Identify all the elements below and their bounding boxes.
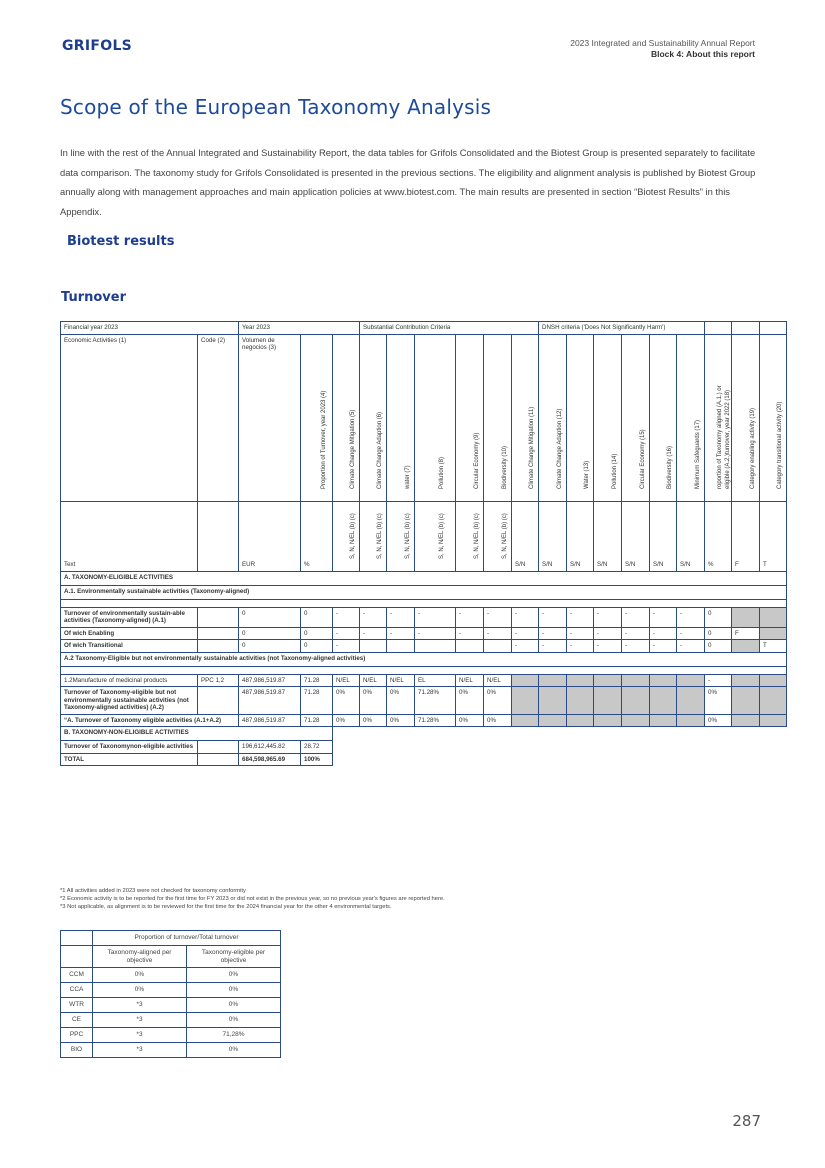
objective: PPC — [61, 1028, 93, 1043]
unit-pct-18: % — [705, 501, 732, 571]
col-12 — [539, 334, 567, 501]
table-row — [61, 741, 787, 754]
cell — [198, 753, 239, 766]
col-13-label: Water (13) — [584, 460, 590, 489]
cell: 487,986,519.87 — [239, 714, 301, 727]
cell: - — [650, 607, 677, 627]
eligible: 71,28% — [187, 1028, 281, 1043]
cell: - — [567, 607, 594, 627]
table-row — [61, 714, 787, 727]
cell — [387, 640, 415, 653]
cell: N/EL — [484, 674, 512, 687]
section-a: A. TAXONOMY-ELIGIBLE ACTIVITIES — [61, 571, 787, 585]
cell — [622, 674, 650, 687]
cell: PPC 1,2 — [198, 674, 239, 687]
grifols-logo: GRIFOLS — [62, 38, 133, 54]
cell — [594, 714, 622, 727]
cell: - — [567, 640, 594, 653]
col-5 — [333, 334, 360, 501]
cell: - — [594, 607, 622, 627]
row-label: 1.2Manufacture of medicinal products — [61, 674, 198, 687]
cell: - — [539, 640, 567, 653]
table-row — [61, 687, 787, 715]
footnote-2: *2 Economic activity is to be reported for the first time for FY 2023 or did not exist in the previous year, so no previous year's figures are reported here. — [60, 896, 445, 902]
aligned: 0% — [93, 983, 187, 998]
col-17-label: Minimum Safeguards (17) — [694, 419, 701, 489]
blank-cell — [61, 931, 93, 946]
unit-f: F — [732, 501, 760, 571]
unit-snel-5 — [333, 501, 360, 571]
col-7 — [387, 334, 415, 501]
cell: 0 — [705, 640, 732, 653]
unit-snel-8 — [415, 501, 456, 571]
col-10-label: Biodiversity (10) — [501, 445, 508, 489]
aligned: *3 — [93, 998, 187, 1013]
table-row — [61, 627, 787, 640]
objective: CCA — [61, 983, 93, 998]
unit-text: Text — [61, 501, 198, 571]
cell: - — [333, 640, 360, 653]
table-row — [61, 1043, 281, 1058]
row-label: “A. Turnover of Taxonomy eligible activities (A.1+A.2) — [61, 714, 239, 727]
cell: 0% — [360, 687, 387, 715]
turnover-table — [60, 321, 787, 766]
cell — [512, 687, 539, 715]
col-10 — [484, 334, 512, 501]
cell — [732, 714, 760, 727]
blank-cell — [333, 727, 787, 741]
cell: - — [594, 640, 622, 653]
unit-sn-15: S/N — [622, 501, 650, 571]
spacer-row — [61, 666, 787, 674]
cell — [650, 687, 677, 715]
cell: - — [512, 640, 539, 653]
cell — [484, 640, 512, 653]
row-label: Turnover of Taxonomy-eligible but not environmentally sustainable activities (not Taxonomy-aligned activities) (A.2) — [61, 687, 198, 715]
cell — [760, 674, 787, 687]
aligned: *3 — [93, 1028, 187, 1043]
unit-snel-5-label: S, N, N/EL (b) (c) — [350, 513, 356, 559]
cell: - — [677, 627, 705, 640]
cell: 487,986,519.87 — [239, 674, 301, 687]
cell: - — [539, 607, 567, 627]
footnote-1: *1 All activities added in 2023 were not checked for taxonomy conformity — [60, 888, 246, 894]
unit-snel-10 — [484, 501, 512, 571]
cell: - — [512, 627, 539, 640]
col-14 — [594, 334, 622, 501]
page-title: Scope of the European Taxonomy Analysis — [60, 95, 492, 119]
row-label: Of wich Transitional — [61, 640, 198, 653]
cell: 0 — [705, 607, 732, 627]
col-19-label: Category enabling activity (19) — [749, 407, 756, 489]
unit-pct: % — [301, 501, 333, 571]
cell: T — [760, 640, 787, 653]
substantial-contribution-header: Substantial Contribution Criteria — [360, 322, 539, 335]
cell: N/EL — [387, 674, 415, 687]
cell — [415, 640, 456, 653]
unit-snel-6 — [360, 501, 387, 571]
cell — [650, 714, 677, 727]
cell: 0% — [705, 714, 732, 727]
proportion-table — [60, 930, 281, 1058]
cell — [539, 674, 567, 687]
cell: - — [622, 627, 650, 640]
blank-cell — [333, 753, 787, 766]
cell: 71.28 — [301, 674, 333, 687]
cell: - — [415, 627, 456, 640]
cell: - — [484, 627, 512, 640]
objective: CE — [61, 1013, 93, 1028]
cell: 0 — [301, 607, 333, 627]
cell: - — [567, 627, 594, 640]
objective: CCM — [61, 968, 93, 983]
cell: - — [360, 627, 387, 640]
cell — [539, 687, 567, 715]
cell: 0% — [333, 714, 360, 727]
unit-sn-17: S/N — [677, 501, 705, 571]
aligned: 0% — [93, 968, 187, 983]
col-proportion — [301, 334, 333, 501]
cell — [198, 687, 239, 715]
cell: 0% — [333, 687, 360, 715]
col-18-label-b: eligible (A.2.)turnover, year 2022 (18) — [725, 389, 731, 489]
unit-snel-8-label: S, N, N/EL (b) (c) — [439, 513, 445, 559]
table-row — [61, 1013, 281, 1028]
col-15-label: Circular Economy (15) — [639, 429, 646, 489]
cell: 487,986,519.87 — [239, 687, 301, 715]
cell: - — [456, 627, 484, 640]
col-20-label: Category transitional activity (20) — [777, 401, 783, 489]
col-eligible: Taxonomy-eligible per objective — [187, 946, 281, 968]
cell — [732, 674, 760, 687]
cell — [732, 607, 760, 627]
cell: - — [333, 627, 360, 640]
eligible: 0% — [187, 983, 281, 998]
blank-cell — [61, 946, 93, 968]
unit-snel-7 — [387, 501, 415, 571]
cell: EL — [415, 674, 456, 687]
cell: - — [705, 674, 732, 687]
table-row — [61, 968, 281, 983]
cell: N/EL — [360, 674, 387, 687]
page-number: 287 — [732, 1112, 761, 1130]
intro-paragraph: In line with the rest of the Annual Integrated and Sustainability Report, the data tables for Grifols Consolidated and the Biotest Group is presented separately to facilitate data comparison. The taxonomy study for Grifols Consolidated is presented in the previous sections. The eligibility and alignment analysis is published by Biotest Group annually along with management approaches and main application policies at www.biotest.com. The main results are presented in section “Biotest Results” in this Appendix. — [60, 147, 756, 217]
unit-snel-9 — [456, 501, 484, 571]
cell — [677, 714, 705, 727]
cell — [622, 687, 650, 715]
blank-cell — [760, 322, 787, 335]
col-11 — [512, 334, 539, 501]
cell — [198, 640, 239, 653]
cell: 0% — [387, 687, 415, 715]
cell: - — [333, 607, 360, 627]
cell: 0% — [360, 714, 387, 727]
cell: 0 — [239, 640, 301, 653]
unit-snel-10-label: S, N, N/EL (b) (c) — [501, 513, 508, 559]
table-row — [61, 607, 787, 627]
cell: 28.72 — [301, 741, 333, 754]
cell: - — [650, 627, 677, 640]
col-18 — [705, 334, 732, 501]
col-7-label: water (7) — [404, 465, 411, 489]
cell: N/EL — [456, 674, 484, 687]
cell — [198, 741, 239, 754]
report-title: 2023 Integrated and Sustainability Annual Report — [570, 38, 755, 48]
cell: - — [622, 607, 650, 627]
cell — [760, 627, 787, 640]
eligible: 0% — [187, 998, 281, 1013]
row-label: Of wich Enabling — [61, 627, 198, 640]
cell: 100% — [301, 753, 333, 766]
blank-cell — [333, 741, 787, 754]
cell — [198, 627, 239, 640]
eligible: 0% — [187, 1013, 281, 1028]
col-6-label: Climate Change Adaption (6) — [377, 411, 383, 489]
row-label: Turnover of environmentally sustain-able activities (Taxonomy-aligned) (A.1) — [61, 607, 198, 627]
cell: 0% — [387, 714, 415, 727]
col-18-label-a: roportion of Taxonomy aligned (A.1.) or — [717, 385, 723, 489]
footnote-3: *3 Not applicable, as alignment is to be reviewed for the first time for the 2024 financial year for the other 4 environmental targets. — [60, 904, 392, 910]
cell — [760, 607, 787, 627]
table-row — [61, 983, 281, 998]
col-8 — [415, 334, 456, 501]
cell: - — [594, 627, 622, 640]
objective: WTR — [61, 998, 93, 1013]
proportion-header: Proportion of turnover/Total turnover — [93, 931, 281, 946]
cell — [650, 674, 677, 687]
table-row — [61, 753, 787, 766]
cell: 0 — [705, 627, 732, 640]
col-13 — [567, 334, 594, 501]
cell — [512, 674, 539, 687]
cell — [567, 687, 594, 715]
cell: 0% — [484, 687, 512, 715]
col-20 — [760, 334, 787, 501]
cell — [732, 687, 760, 715]
cell — [594, 687, 622, 715]
col-16 — [650, 334, 677, 501]
unit-sn-12: S/N — [539, 501, 567, 571]
cell: 0 — [301, 640, 333, 653]
col-16-label: Biodiversity (16) — [667, 445, 673, 489]
table-row — [61, 1028, 281, 1043]
col-14-label: Pollution (14) — [611, 453, 618, 489]
cell: - — [622, 640, 650, 653]
cell: 0% — [705, 687, 732, 715]
row-label: TOTAL — [61, 753, 198, 766]
cell: - — [387, 607, 415, 627]
section-a1: A.1. Environmentally sustainable activities (Taxonomy-aligned) — [61, 585, 787, 599]
cell: 71.28% — [415, 714, 456, 727]
cell: 0% — [484, 714, 512, 727]
cell — [456, 640, 484, 653]
col-17 — [677, 334, 705, 501]
col-activities: Economic Activities (1) — [61, 334, 198, 501]
cell: F — [732, 627, 760, 640]
unit-t: T — [760, 501, 787, 571]
col-volume: Volumen de negocios (3) — [239, 334, 301, 501]
cell: N/EL — [333, 674, 360, 687]
cell: - — [539, 627, 567, 640]
report-block: Block 4: About this report — [650, 49, 755, 59]
cell: 0 — [239, 627, 301, 640]
unit-code — [198, 501, 239, 571]
unit-eur: EUR — [239, 501, 301, 571]
aligned: *3 — [93, 1043, 187, 1058]
unit-sn-11: S/N — [512, 501, 539, 571]
unit-snel-9-label: S, N, N/EL (b) (c) — [473, 513, 480, 559]
cell — [760, 687, 787, 715]
cell — [539, 714, 567, 727]
cell — [622, 714, 650, 727]
table-row — [61, 640, 787, 653]
report-header — [570, 38, 755, 60]
unit-sn-13: S/N — [567, 501, 594, 571]
cell: 196,612,445.82 — [239, 741, 301, 754]
cell: - — [387, 627, 415, 640]
eligible: 0% — [187, 968, 281, 983]
cell — [567, 674, 594, 687]
eligible: 0% — [187, 1043, 281, 1058]
section-a2: A.2 Taxonomy-Eligible but not environmentally sustainable activities (not Taxonomy-aligned activities) — [61, 652, 787, 666]
cell: - — [677, 640, 705, 653]
unit-sn-16: S/N — [650, 501, 677, 571]
cell: - — [456, 607, 484, 627]
cell — [677, 674, 705, 687]
table-row — [61, 674, 787, 687]
cell — [198, 607, 239, 627]
col-15 — [622, 334, 650, 501]
aligned: *3 — [93, 1013, 187, 1028]
blank-cell — [732, 322, 760, 335]
col-8-label: Pollution (8) — [439, 456, 445, 489]
year-label: Year 2023 — [239, 322, 360, 335]
table-row — [61, 998, 281, 1013]
objective: BIO — [61, 1043, 93, 1058]
cell: - — [677, 607, 705, 627]
cell — [512, 714, 539, 727]
blank-cell — [705, 322, 732, 335]
cell — [594, 674, 622, 687]
unit-snel-6-label: S, N, N/EL (b) (c) — [377, 513, 383, 559]
col-code: Code (2) — [198, 334, 239, 501]
col-proportion-label: Proportion of Turnover, year 2023 (4) — [320, 390, 327, 489]
cell: - — [360, 607, 387, 627]
spacer-row — [61, 599, 787, 607]
fy-label: Financial year 2023 — [61, 322, 239, 335]
cell — [677, 687, 705, 715]
cell: - — [484, 607, 512, 627]
row-label: Turnover of Taxonomynon-eligible activities — [61, 741, 198, 754]
cell: 0% — [456, 687, 484, 715]
dnsh-header: DNSH criteria ('Does Not Significantly Harm') — [539, 322, 705, 335]
cell: - — [512, 607, 539, 627]
col-5-label: Climate Change Mitigation (5) — [350, 409, 356, 489]
section-b: B. TAXONOMY-NON-ELIGIBLE ACTIVITIES — [61, 727, 333, 741]
section-heading: Biotest results — [67, 234, 175, 249]
col-19 — [732, 334, 760, 501]
col-11-label: Climate Change Mitigation (11) — [529, 406, 535, 489]
col-9 — [456, 334, 484, 501]
subsection-heading: Turnover — [61, 290, 126, 305]
cell: 0 — [239, 607, 301, 627]
col-12-label: Climate Change Adaption (12) — [556, 408, 563, 489]
cell: 0% — [456, 714, 484, 727]
cell — [760, 714, 787, 727]
cell: - — [415, 607, 456, 627]
col-6 — [360, 334, 387, 501]
cell: 71.28% — [415, 687, 456, 715]
cell: 684,598,965.69 — [239, 753, 301, 766]
cell — [567, 714, 594, 727]
cell: 71.28 — [301, 714, 333, 727]
footnotes — [60, 887, 445, 911]
unit-sn-14: S/N — [594, 501, 622, 571]
unit-snel-7-label: S, N, N/EL (b) (c) — [404, 513, 411, 559]
cell: 71.28 — [301, 687, 333, 715]
col-9-label: Circular Economy (9) — [473, 432, 480, 489]
cell: 0 — [301, 627, 333, 640]
cell: - — [650, 640, 677, 653]
col-aligned: Taxonomy-aligned per objective — [93, 946, 187, 968]
cell — [360, 640, 387, 653]
cell — [732, 640, 760, 653]
